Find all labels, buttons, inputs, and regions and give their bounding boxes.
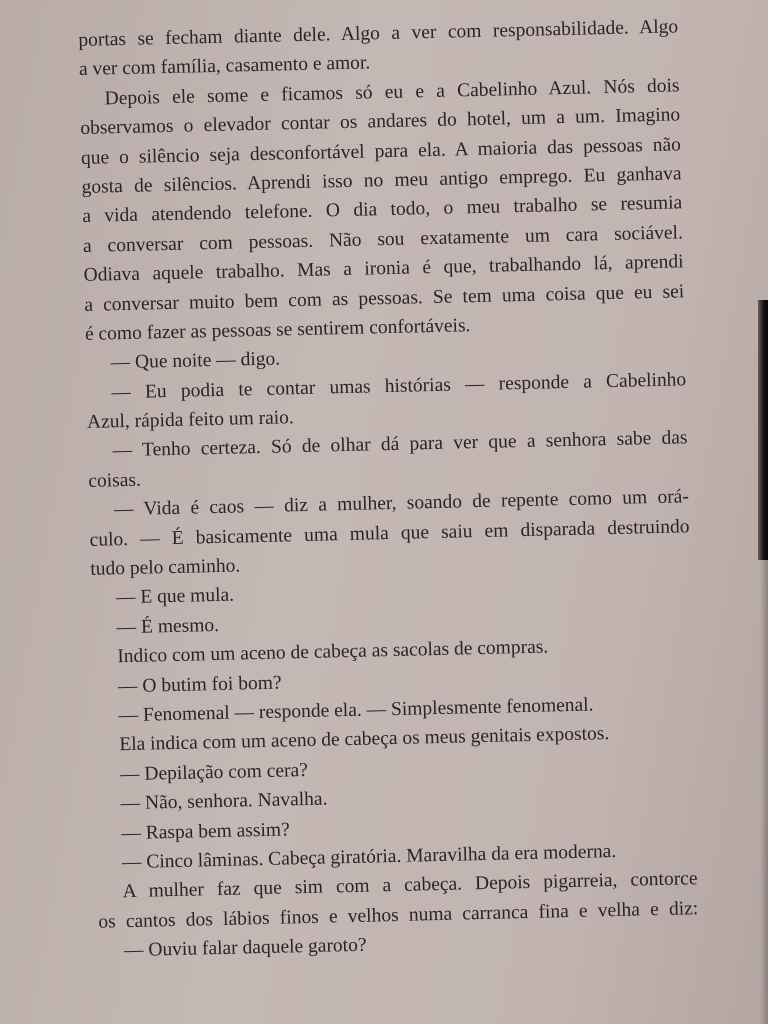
text-line: portas se fecham diante dele. Algo a ver com responsabilidade. Algo [78, 16, 679, 51]
text-line: observamos o elevador contar os andares do hotel, um a um. Imagino [80, 104, 681, 140]
page-edge-shadow [758, 300, 768, 560]
text-line: — Tenho certeza. Só de olhar dá para ver que a senhora sabe das [112, 427, 688, 462]
text-line: — Que noite — digo. [110, 348, 281, 374]
text-line: a ver com família, casamento e amor. [78, 52, 371, 81]
text-line: — Vida é caos — diz a mulher, soando de repente como um orá- [113, 486, 690, 521]
text-line: Indico com um aceno de cabeça as sacolas de compras. [117, 636, 549, 668]
page-edge-fade [760, 560, 768, 1024]
text-line: os cantos dos lábios finos e velhos numa carranca fina e velha e diz: [98, 897, 699, 933]
text-line: A mulher faz que sim com a cabeça. Depois pigarreia, contorce [122, 868, 698, 903]
text-line: a conversar muito bem com as pessoas. Se tem uma coisa que eu sei [84, 280, 685, 316]
text-line: — E que mula. [115, 585, 235, 609]
text-line: é como fazer as pessoas se sentirem confortáveis. [84, 315, 471, 345]
text-line: — É mesmo. [116, 614, 220, 639]
text-line: coisas. [88, 469, 142, 492]
text-line: — Cinco lâminas. Cabeça giratória. Maravilha da era moderna. [121, 840, 617, 874]
text-line: — Raspa bem assim? [121, 818, 290, 844]
text-line: Odiava aquele trabalho. Mas a ironia é que, trabalhando lá, aprendi [83, 251, 684, 287]
body-text [78, 12, 699, 966]
text-line: Azul, rápida feito um raio. [86, 407, 295, 433]
text-line: Ela indica com um aceno de cabeça os meus genitais expostos. [119, 723, 610, 756]
text-line: — Depilação com cera? [119, 759, 309, 786]
text-line: tudo pelo caminho. [90, 555, 241, 580]
text-line: — Fenomenal — responde ela. — Simplesmente fenomenal. [118, 694, 594, 727]
text-line: gosta de silêncios. Aprendi isso no meu antigo emprego. Eu ganhava [81, 163, 682, 198]
text-line: — Ouviu falar daquele garoto? [123, 934, 367, 962]
text-line: — Não, senhora. Navalha. [120, 788, 328, 815]
text-line: culo. — É basicamente uma mula que saiu em disparada destruindo [89, 515, 690, 551]
text-line: — Eu podia te contar umas histórias — responde a Cabelinho [111, 368, 687, 404]
text-line: Depois ele some e ficamos só eu e a Cabelinho Azul. Nós dois [104, 75, 680, 110]
text-line: a vida atendendo telefone. O dia todo, o meu trabalho se resumia [82, 192, 683, 228]
text-line: a conversar com pessoas. Não sou exatamente um cara sociável. [82, 222, 684, 257]
text-line: — O butim foi bom? [117, 672, 282, 697]
text-line: que o silêncio seja desconfortável para ela. A maioria das pessoas não [80, 133, 682, 169]
